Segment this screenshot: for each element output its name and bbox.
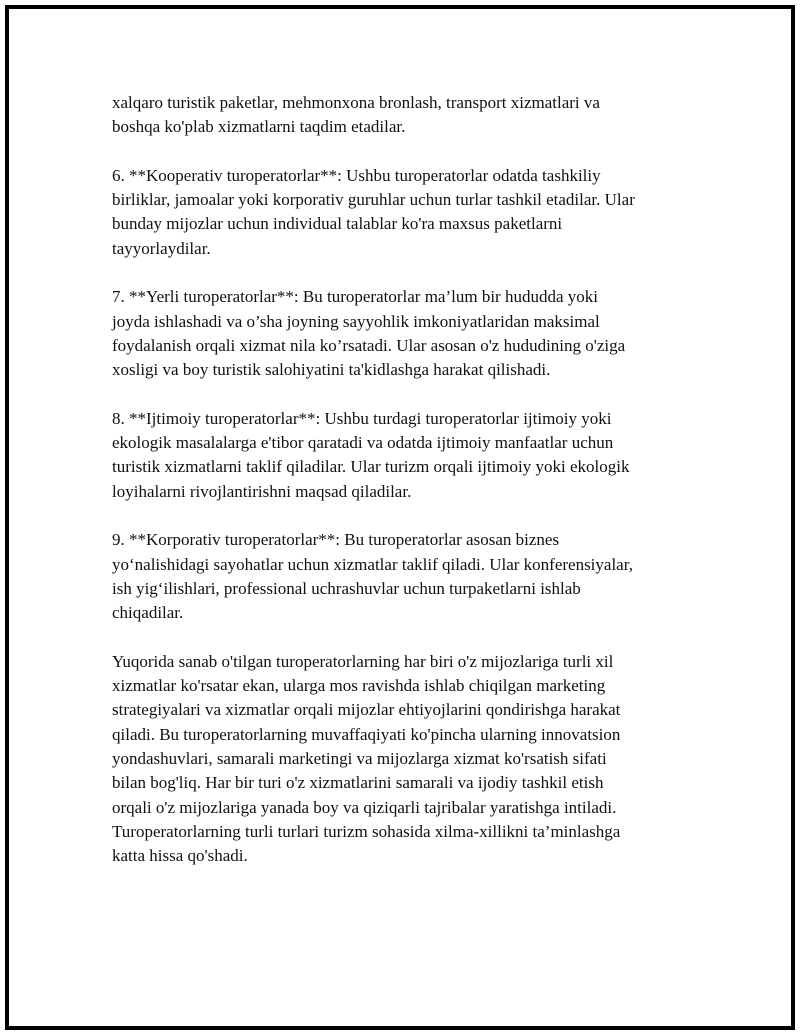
text-line: chiqadilar.: [112, 603, 184, 623]
text-line: xosligi va boy turistik salohiyatini ta'kidlashga harakat qilishadi.: [112, 360, 551, 380]
text-line: 6. **Kooperativ turoperatorlar**: Ushbu turoperatorlar odatda tashkiliy: [112, 165, 601, 185]
text-line: bilan bog'liq. Har bir turi o'z xizmatlarini samarali va ijodiy tashkil etish: [112, 773, 604, 793]
text-line: xalqaro turistik paketlar, mehmonxona bronlash, transport xizmatlari va: [112, 93, 600, 112]
text-line: ish yig‘ilishlari, professional uchrashuvlar uchun turpaketlarni ishlab: [112, 578, 581, 598]
text-line: foydalanish orqali xizmat nila ko’rsatadi. Ular asosan o'z hududining o'ziga: [112, 335, 626, 355]
paragraph-intro-continuation: [112, 91, 702, 140]
text-line: birliklar, jamoalar yoki korporativ guruhlar uchun turlar tashkil etadilar. Ular: [112, 190, 635, 210]
text-line: qiladi. Bu turoperatorlarning muvaffaqiyati ko'pincha ularning innovatsion: [112, 724, 621, 744]
text-line: 9. **Korporativ turoperatorlar**: Bu turoperatorlar asosan biznes: [112, 530, 560, 550]
text-line: 7. **Yerli turoperatorlar**: Bu turoperatorlar ma’lum bir hududda yoki: [112, 287, 598, 307]
text-line: turistik xizmatlarni taklif qiladilar. Ular turizm orqali ijtimoiy yoki ekologik: [112, 457, 630, 477]
text-line: xizmatlar ko'rsatar ekan, ularga mos ravishda ishlab chiqilgan marketing: [112, 676, 606, 696]
text-line: joyda ishlashadi va o’sha joyning sayyohlik imkoniyatlaridan maksimal: [112, 311, 600, 331]
text-line: bunday mijozlar uchun individual talablar ko'ra maxsus paketlarni: [112, 214, 563, 234]
text-line: strategiyalari va xizmatlar orqali mijozlar ehtiyojlarini qondirishga harakat: [112, 700, 621, 720]
text-line: Yuqorida sanab o'tilgan turoperatorlarning har biri o'z mijozlariga turli xil: [112, 651, 614, 671]
text-line: tayyorlaydilar.: [112, 238, 211, 258]
text-line: orqali o'z mijozlariga yanada boy va qiziqarli tajribalar yaratishga intiladi.: [112, 797, 617, 817]
text-line: yo‘nalishidagi sayohatlar uchun xizmatlar taklif qiladi. Ular konferensiyalar,: [112, 554, 633, 574]
text-line: 8. **Ijtimoiy turoperatorlar**: Ushbu turdagi turoperatorlar ijtimoiy yoki: [112, 408, 612, 428]
paragraph-item-6: [112, 164, 702, 261]
text-line: katta hissa qo'shadi.: [112, 846, 248, 866]
text-line: loyihalarni rivojlantirishni maqsad qiladilar.: [112, 481, 412, 501]
text-line: yondashuvlari, samarali marketingi va mijozlarga xizmat ko'rsatish sifati: [112, 749, 607, 769]
text-line: boshqa ko'plab xizmatlarni taqdim etadilar.: [112, 117, 406, 137]
paragraph-summary: [112, 650, 702, 869]
paragraph-item-8: [112, 407, 702, 504]
document-body: [112, 91, 702, 869]
text-line: Turoperatorlarning turli turlari turizm sohasida xilma-xillikni ta’minlashga: [112, 821, 621, 841]
paragraph-item-9: [112, 528, 702, 625]
text-line: ekologik masalalarga e'tibor qaratadi va odatda ijtimoiy manfaatlar uchun: [112, 433, 614, 453]
paragraph-item-7: [112, 285, 702, 382]
